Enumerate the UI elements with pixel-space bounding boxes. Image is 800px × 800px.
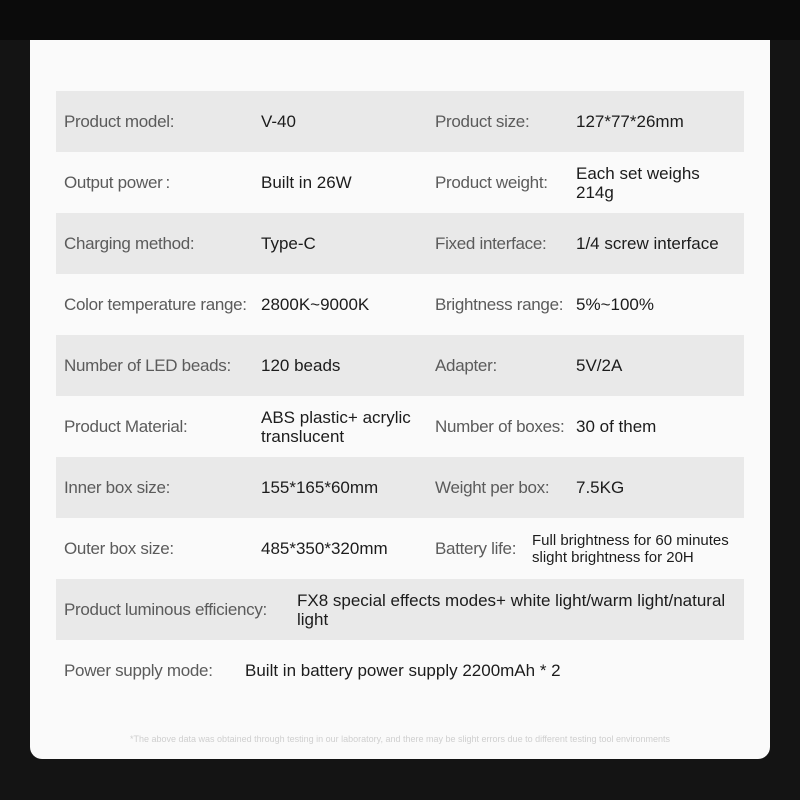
spec-value: 127*77*26mm	[576, 112, 684, 131]
spec-value: 30 of them	[576, 417, 657, 436]
spec-value: FX8 special effects modes+ white light/warm light/natural light	[297, 590, 726, 629]
spec-value: 7.5KG	[576, 478, 625, 497]
spec-row-charging	[56, 213, 744, 274]
spec-row-inner-box	[56, 457, 744, 518]
spec-label: Fixed interface:	[435, 233, 547, 253]
spec-row-power-supply	[56, 640, 744, 701]
spec-value: 120 beads	[261, 356, 341, 375]
spec-label: Brightness range:	[435, 294, 564, 314]
spec-label: Number of LED beads:	[64, 355, 231, 375]
spec-value: 1/4 screw interface	[576, 234, 719, 253]
spec-row-color-temperature	[56, 274, 744, 335]
spec-label: Outer box size:	[64, 538, 174, 558]
spec-value: V-40	[261, 112, 296, 131]
spec-value: Type-C	[261, 234, 316, 253]
spec-label: Inner box size:	[64, 477, 171, 497]
spec-label: Color temperature range:	[64, 294, 247, 314]
spec-label: Charging method:	[64, 233, 195, 253]
spec-label: Product size:	[435, 111, 530, 131]
spec-label: Number of boxes:	[435, 416, 565, 436]
spec-value: 485*350*320mm	[261, 539, 388, 558]
spec-row-output-power	[56, 152, 744, 213]
spec-value: 5V/2A	[576, 356, 623, 375]
spec-row-led-beads	[56, 335, 744, 396]
spec-row-model	[56, 91, 744, 152]
spec-value: 2800K~9000K	[261, 295, 370, 314]
spec-label: Battery life:	[435, 538, 517, 558]
spec-label: Adapter:	[435, 355, 497, 375]
spec-label: Product model:	[64, 111, 175, 131]
spec-value: ABS plastic+ acrylic translucent	[261, 407, 411, 446]
spec-value: Each set weighs 214g	[576, 163, 700, 202]
spec-label: Product weight:	[435, 172, 548, 192]
spec-label: Product Material:	[64, 416, 188, 436]
spec-label: Output power :	[64, 172, 170, 192]
spec-value: Built in 26W	[261, 173, 352, 192]
top-dark-band	[0, 0, 800, 40]
spec-label: Weight per box:	[435, 477, 550, 497]
footnote: *The above data was obtained through testing in our laboratory, and there may be slight errors due to different testing tool environments	[130, 734, 670, 744]
spec-label: Product luminous efficiency:	[64, 599, 267, 619]
spec-value: 155*165*60mm	[261, 478, 379, 497]
spec-value: 5%~100%	[576, 295, 654, 314]
spec-row-material	[56, 396, 744, 457]
spec-value: Built in battery power supply 2200mAh * 2	[245, 661, 561, 680]
spec-row-outer-box	[56, 518, 744, 579]
spec-card	[30, 40, 770, 759]
spec-label: Power supply mode:	[64, 660, 213, 680]
spec-row-luminous-efficiency	[56, 579, 744, 640]
spec-value: Full brightness for 60 minutes slight brightness for 20H	[532, 531, 729, 566]
